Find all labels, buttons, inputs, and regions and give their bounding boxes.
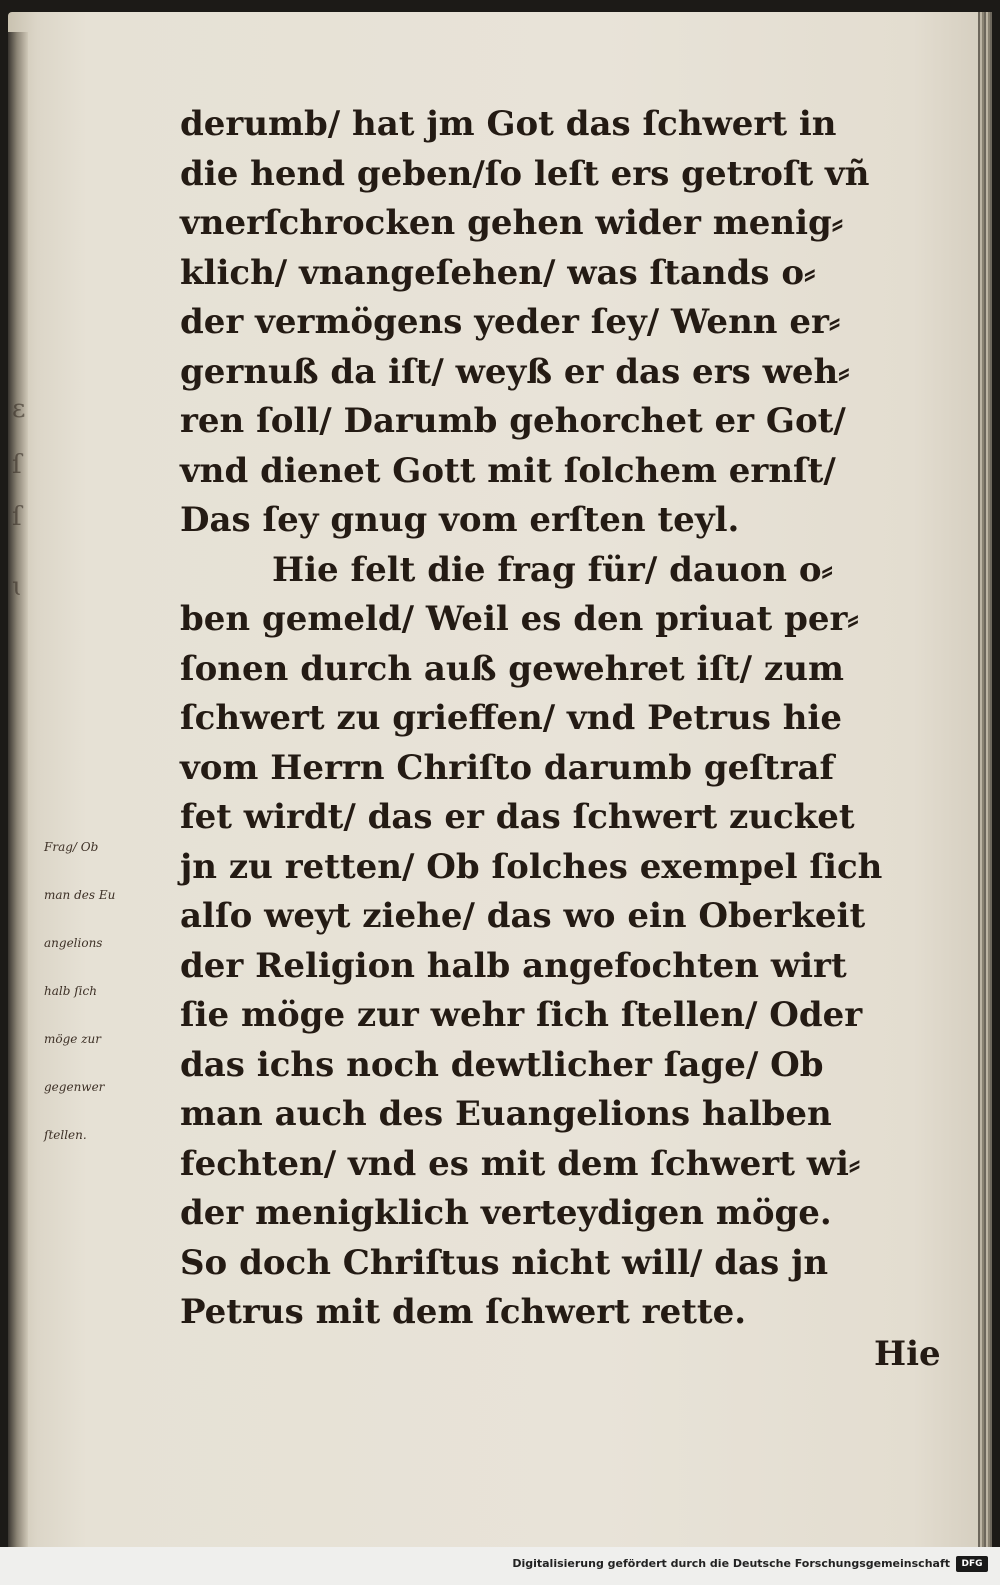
text-line: ren ſoll/ Darumb gehorchet er Got/ (180, 401, 846, 441)
text-line: ſonen durch auß gewehret iſt/ zum (180, 648, 844, 689)
text-line: derumb/ hat jm Got das ſchwert in (180, 104, 837, 144)
gutter-shadow (8, 32, 28, 1552)
marginal-line: Frag/ Ob (44, 840, 99, 854)
text-line: Petrus mit dem ſchwert rette. (180, 1292, 747, 1332)
dfg-logo-icon: DFG (956, 1556, 988, 1572)
marginal-line: angelions (44, 936, 103, 950)
text-line: vnd dienet Gott mit ſolchem ernſt/ (180, 450, 836, 491)
text-line: fechten/ vnd es mit dem ſchwert wi⸗ (180, 1143, 861, 1184)
text-line: klich/ vnangeſehen/ was ſtands o⸗ (180, 252, 816, 293)
book-page (8, 12, 992, 1547)
text-line: So doch Chriſtus nicht will/ das jn (180, 1242, 829, 1283)
facing-page-stub: ɛ (12, 394, 26, 424)
text-line: vom Herrn Chriſto darumb geſtraf (180, 747, 835, 788)
funding-credit: Digitalisierung gefördert durch die Deutsche Forschungsgemeinschaft (512, 1557, 950, 1570)
marginal-line: möge zur (44, 1032, 101, 1046)
paragraph-start-line: Hie felt die frag für/ dauon o⸗ (272, 549, 833, 590)
text-line: fet wirdt/ das er das ſchwert zucket (180, 797, 855, 837)
marginal-line: gegenwer (44, 1080, 105, 1094)
text-line: alſo weyt ziehe/ das wo ein Oberkeit (180, 896, 866, 936)
marginal-note (44, 823, 204, 1159)
page-edge (978, 12, 992, 1562)
digitization-footer (0, 1547, 1000, 1585)
marginal-line: man des Eu (44, 888, 116, 902)
facing-page-stub: ſ (12, 502, 22, 532)
text-line: vnerſchrocken gehen wider menig⸗ (180, 203, 844, 243)
facing-page-stub: ɩ (12, 572, 23, 602)
text-line: das ichs noch dewtlicher ſage/ Ob (180, 1044, 824, 1085)
text-line: der menigklich verteydigen möge. (180, 1193, 832, 1233)
marginal-line: halb ſich (44, 984, 97, 998)
text-line: ſie möge zur wehr ſich ſtellen/ Oder (180, 995, 863, 1035)
text-line: der Religion halb angefochten wirt (180, 945, 847, 986)
text-line: die hend geben/ſo leſt ers getroſt vñ (180, 153, 870, 194)
text-line: jn zu retten/ Ob ſolches exempel ſich (180, 846, 883, 887)
text-line: ben gemeld/ Weil es den priuat per⸗ (180, 599, 859, 639)
facing-page-stub: ſ (12, 450, 22, 480)
text-line: ſchwert zu grieffen/ vnd Petrus hie (180, 698, 842, 738)
main-text (180, 100, 960, 1338)
catchword: Hie (874, 1334, 941, 1374)
text-line: man auch des Euangelions halben (180, 1094, 832, 1134)
text-line: gernuß da iſt/ weyß er das ers weh⸗ (180, 351, 850, 392)
text-line: Das ſey gnug vom erſten teyl. (180, 500, 740, 540)
text-line: der vermögens yeder ſey/ Wenn er⸗ (180, 302, 841, 342)
marginal-line: ſtellen. (44, 1128, 87, 1142)
